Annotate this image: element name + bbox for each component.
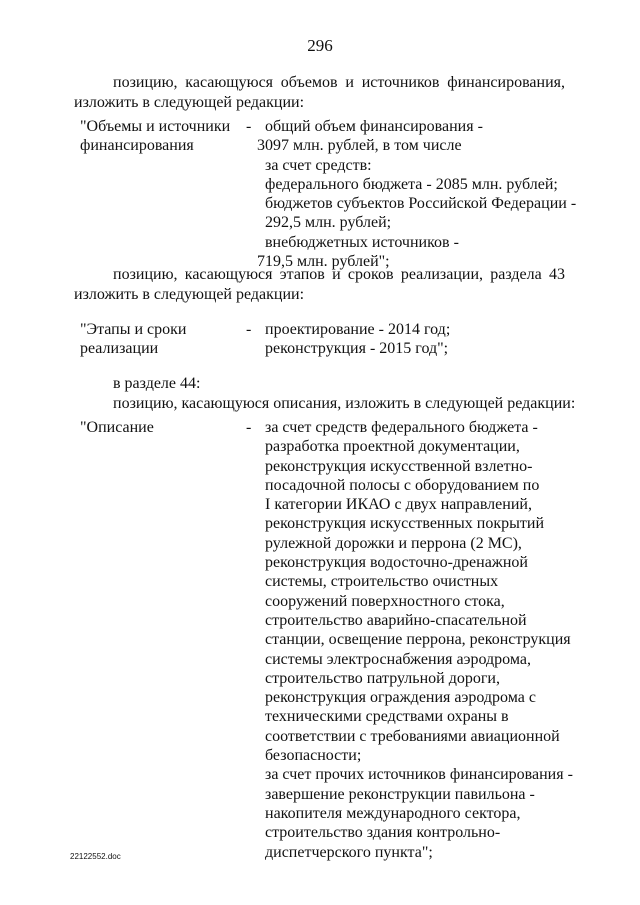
block3-text-line: системы электроснабжения аэродрома, <box>265 650 531 668</box>
block3-text-line: безопасности; <box>265 747 362 765</box>
block1-text-line: 3097 млн. рублей, в том числе <box>257 137 462 155</box>
block1-text-line: 719,5 млн. рублей"; <box>257 253 390 271</box>
block3-text-line: строительство аварийно-спасательной <box>265 611 527 629</box>
block3-text-line: станции, освещение перрона, реконструкция <box>265 631 571 649</box>
para3-line2: позицию, касающуюся описания, изложить в следующей редакции: <box>113 395 576 412</box>
block2-label-line: "Этапы и сроки <box>80 321 187 338</box>
block3-text-line: строительство здания контрольно- <box>265 824 501 842</box>
block2-text-line: проектирование - 2014 год; <box>265 321 451 338</box>
block3-text-line: техническими средствами охраны в <box>265 708 509 726</box>
block3-label <box>80 418 154 437</box>
block1-text-line: 292,5 млн. рублей; <box>265 214 392 232</box>
block1-text-line: внебюджетных источников - <box>265 233 459 251</box>
block2-text-line: реконструкция - 2015 год"; <box>265 340 449 358</box>
para2-line2: изложить в следующей редакции: <box>74 286 305 303</box>
block3-text-line: посадочной полосы с оборудованием по <box>265 476 540 494</box>
block3-text-line: реконструкция ограждения аэродрома с <box>265 689 536 707</box>
block3-text-line: разработка проектной документации, <box>265 438 520 456</box>
block2-dash: - <box>246 321 252 338</box>
block3-text-line: I категории ИКАО с двух направлений, <box>265 496 532 514</box>
block1-text-line: за счет средств: <box>265 156 372 174</box>
block3-text-line: за счет средств федерального бюджета - <box>265 419 538 436</box>
block1-text-line: бюджетов субъектов Российской Федерации - <box>265 195 577 213</box>
block1-text-line: общий объем финансирования - <box>265 118 483 135</box>
page-number: 296 <box>307 36 333 55</box>
block2-label-line: реализации <box>80 340 159 357</box>
block1-text <box>257 117 577 271</box>
block3-label-line: "Описание <box>80 419 154 436</box>
block1-label-line: финансирования <box>80 137 194 154</box>
block1-label <box>80 117 230 155</box>
block3-text-line: реконструкция искусственной взлетно- <box>265 457 533 475</box>
block1-text-line: федерального бюджета - 2085 млн. рублей; <box>265 175 558 193</box>
block3-text-line: строительство патрульной дороги, <box>265 669 500 687</box>
block3-text-line: за счет прочих источников финансирования - <box>265 766 573 784</box>
para3-line1: в разделе 44: <box>113 375 201 392</box>
block3-text-line: рулежной дорожки и перрона (2 МС), <box>265 534 522 552</box>
block3-text <box>265 418 573 862</box>
block3-dash: - <box>246 419 252 436</box>
block3-text-line: реконструкция водосточно-дренажной <box>265 554 528 572</box>
file-name-footer: 22122552.doc <box>70 852 121 861</box>
block3-text-line: накопителя международного сектора, <box>265 804 521 822</box>
para1-line2: изложить в следующей редакции: <box>74 94 305 111</box>
block1-dash: - <box>246 118 252 135</box>
block1-label-line: "Объемы и источники <box>80 118 231 135</box>
block2-label <box>80 320 186 358</box>
block3-text-line: завершение реконструкции павильона - <box>265 785 535 803</box>
block3-text-line: сооружений поверхностного стока, <box>265 592 505 610</box>
block3-text-line: системы, строительство очистных <box>265 573 499 591</box>
block3-text-line: реконструкция искусственных покрытий <box>265 515 545 533</box>
block3-text-line: диспетчерского пункта"; <box>265 843 433 861</box>
block3-text-line: соответствии с требованиями авиационной <box>265 727 560 745</box>
para2-line1: позицию, касающуюся этапов и сроков реализации, раздела 43 <box>113 266 565 283</box>
block2-text <box>265 320 450 359</box>
para1-line1: позицию, касающуюся объемов и источников финансирования, <box>113 74 565 91</box>
